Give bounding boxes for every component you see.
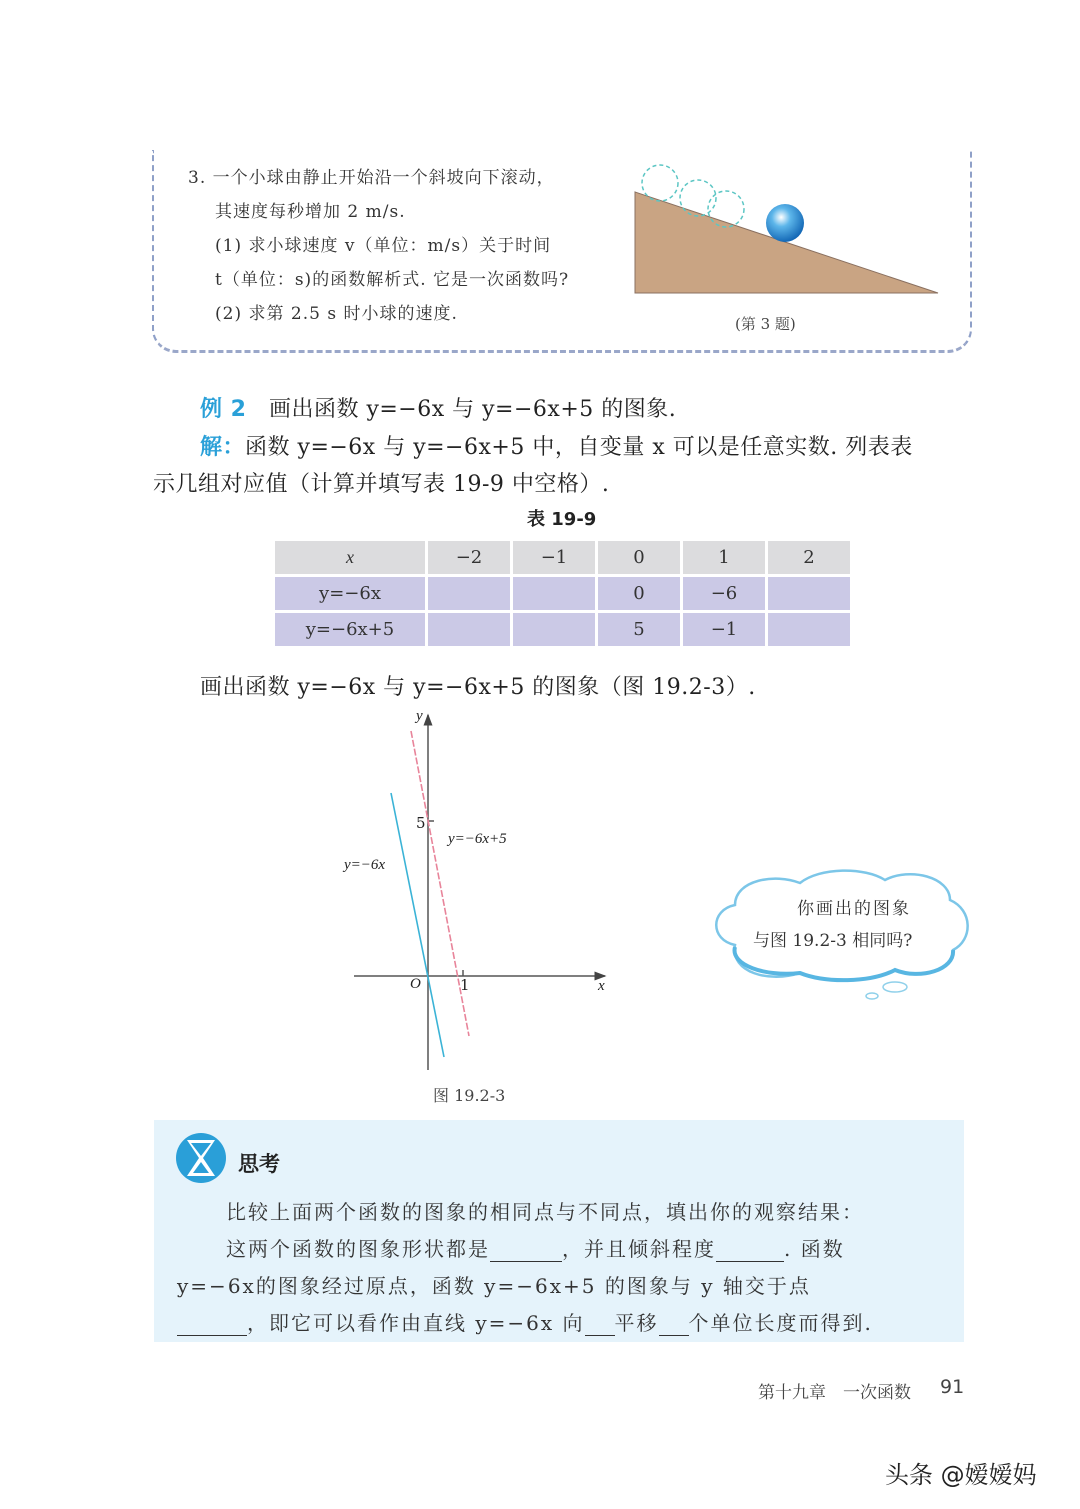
solution-line-1	[200, 430, 913, 461]
example-title: 画出函数 y=−6x 与 y=−6x+5 的图象.	[268, 397, 677, 422]
table-cell: 0	[597, 576, 682, 612]
x-tick-label: 1	[460, 976, 470, 994]
exercise-line-4: t（单位：s)的函数解析式. 它是一次函数吗?	[215, 270, 570, 290]
think-text: 个单位长度而得到.	[688, 1311, 873, 1335]
bubble-dot	[883, 982, 907, 992]
answer-blank-shape[interactable]	[490, 1237, 562, 1262]
table-header-cell: −1	[512, 540, 597, 576]
answer-blank-direction[interactable]	[585, 1311, 615, 1336]
solution-label: 解：	[200, 435, 246, 460]
function-graph	[340, 705, 620, 1075]
y-tick-label: 5	[416, 814, 426, 832]
legend-y-neg6x-plus5: y=−6x+5	[448, 831, 507, 847]
think-text: ，并且倾斜程度	[562, 1237, 716, 1261]
ball-icon	[766, 204, 804, 242]
table-header-cell: 2	[767, 540, 852, 576]
answer-blank-units[interactable]	[659, 1311, 689, 1336]
hourglass-icon	[175, 1132, 227, 1184]
ghost-ball-icon	[642, 165, 678, 201]
ghost-ball-icon	[708, 191, 744, 227]
table-row	[274, 612, 852, 648]
solution-text-1: 函数 y=−6x 与 y=−6x+5 中，自变量 x 可以是任意实数. 列表表	[245, 435, 913, 460]
chapter-label: 第十九章 一次函数	[758, 1383, 911, 1403]
bubble-line-2: 与图 19.2-3 相同吗?	[753, 931, 913, 951]
figure-caption-graph: 图 19.2-3	[433, 1086, 506, 1105]
exercise-line-3: (1) 求小球速度 v（单位：m/s）关于时间	[215, 236, 552, 256]
exercise-line-1: 3. 一个小球由静止开始沿一个斜坡向下滚动，	[188, 168, 555, 188]
table-cell: y=−6x	[274, 576, 427, 612]
table-cell: y=−6x+5	[274, 612, 427, 648]
think-line-2	[226, 1233, 845, 1262]
table-header-row	[274, 540, 852, 576]
x-axis-label: x	[598, 978, 605, 994]
exercise-line-2: 其速度每秒增加 2 m/s.	[215, 202, 406, 222]
legend-y-neg6x: y=−6x	[344, 857, 386, 873]
ghost-ball-icon	[680, 180, 716, 216]
table-header-cell: x	[274, 540, 427, 576]
table-header-cell: −2	[427, 540, 512, 576]
bubble-line-1: 你画出的图象	[797, 899, 911, 919]
table-cell-blank[interactable]	[427, 576, 512, 612]
exercise-line-5: (2) 求第 2.5 s 时小球的速度.	[215, 304, 458, 324]
table-cell: 5	[597, 612, 682, 648]
page-number: 91	[940, 1376, 965, 1398]
table-title: 表 19-9	[527, 509, 597, 530]
table-cell-blank[interactable]	[767, 576, 852, 612]
table-cell-blank[interactable]	[427, 612, 512, 648]
think-line-1: 比较上面两个函数的图象的相同点与不同点，填出你的观察结果：	[226, 1200, 864, 1224]
answer-blank-point[interactable]	[177, 1311, 247, 1336]
bubble-dot	[866, 993, 878, 999]
think-line-4	[177, 1307, 873, 1336]
table-cell: −1	[682, 612, 767, 648]
line-y-neg6x	[391, 793, 444, 1057]
think-text: 这两个函数的图象形状都是	[226, 1237, 490, 1261]
solution-line-2: 示几组对应值（计算并填写表 19-9 中空格）.	[153, 472, 610, 497]
table-cell-blank[interactable]	[512, 612, 597, 648]
y-axis-label: y	[416, 708, 423, 724]
think-text: ，即它可以看作由直线 y=−6x 向	[247, 1311, 585, 1335]
table-row	[274, 576, 852, 612]
table-header-cell: 0	[597, 540, 682, 576]
after-table-text: 画出函数 y=−6x 与 y=−6x+5 的图象（图 19.2-3）.	[200, 675, 756, 700]
figure-caption-3: (第 3 题)	[735, 315, 796, 333]
slope-ball-figure	[630, 155, 950, 305]
watermark: 头条 @嫒嫒妈	[885, 1461, 1037, 1489]
table-cell: −6	[682, 576, 767, 612]
table-header-cell: 1	[682, 540, 767, 576]
think-text: 平移	[614, 1311, 659, 1335]
think-line-3: y=−6x的图象经过原点，函数 y=−6x+5 的图象与 y 轴交于点	[177, 1274, 811, 1298]
think-text: . 函数	[784, 1237, 845, 1261]
origin-label: O	[410, 976, 421, 992]
example-2-heading	[200, 392, 676, 423]
think-title: 思考	[238, 1152, 280, 1176]
table-cell-blank[interactable]	[512, 576, 597, 612]
example-label: 例 2	[200, 397, 247, 422]
table-cell-blank[interactable]	[767, 612, 852, 648]
answer-blank-slope[interactable]	[716, 1237, 784, 1262]
value-table	[272, 538, 853, 649]
